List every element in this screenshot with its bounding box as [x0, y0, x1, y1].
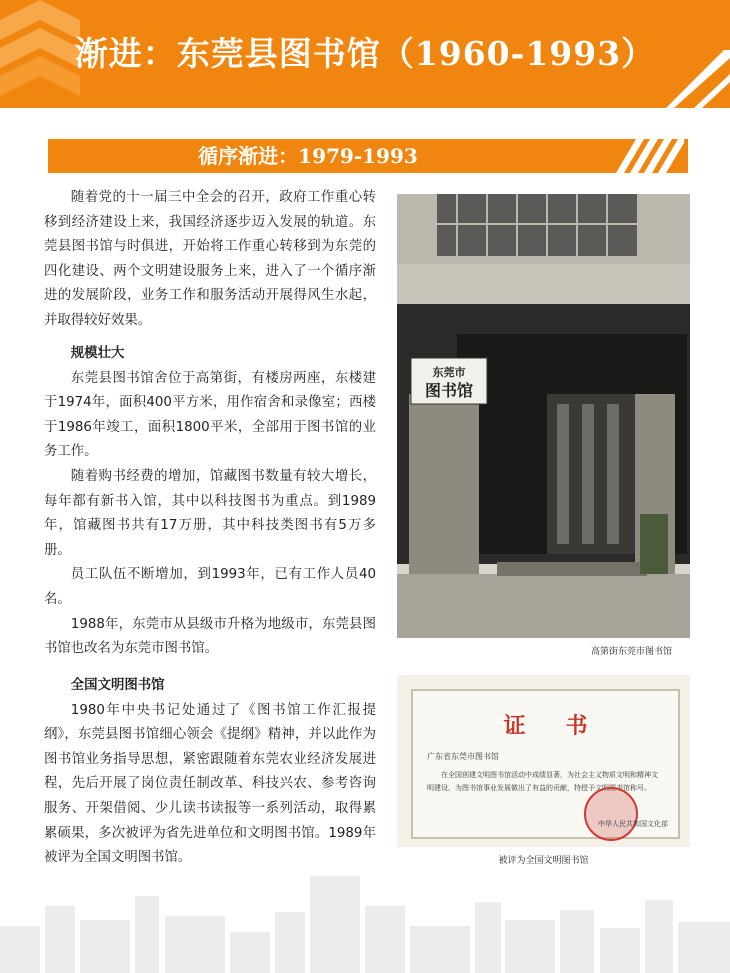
section-bar [48, 139, 688, 173]
certificate-caption: 被评为全国文明图书馆 [397, 847, 690, 875]
header-stripes-icon [640, 0, 730, 108]
photo-caption: 高第街东莞市图书馆 [397, 638, 690, 666]
civil-heading: 全国文明图书馆 [70, 678, 165, 693]
scale-paragraph-4: 1988年，东莞市从县级市升格为地级市，东莞县图书馆也改名为东莞市图书馆。 [44, 616, 376, 657]
scale-paragraph-3: 员工队伍不断增加，到1993年，已有工作人员40名。 [44, 567, 376, 607]
intro-paragraph: 随着党的十一届三中全会的召开，政府工作重心转移到经济建设上来，我国经济逐步迈入发展的轨道。东莞县图书馆与时俱进，开始将工作重心转移到为东莞的四化建设、两个文明建设服务上来，进入了一个循序渐进的发展阶段，业务工作和服务活动开展得风生水起，并取得较好效果。 [44, 190, 376, 328]
certificate-body: 在全国创建文明图书馆活动中成绩显著，为社会主义物质文明和精神文明建设、为图书馆事业发展做出了有益的贡献，特授予文明图书馆称号。 [427, 771, 658, 792]
certificate-paper [411, 689, 680, 839]
library-building-illustration [397, 194, 690, 638]
section-stripes-icon [614, 139, 684, 173]
civil-section [44, 674, 376, 871]
scale-paragraph-1: 东莞县图书馆舍位于高第街，有楼房两座，东楼建于1974年，面积400平方米，用作宿舍和录像室；西楼于1986年竣工，面积1800平米，全部用于图书馆的业务工作。 [44, 370, 376, 460]
red-seal-icon [584, 787, 638, 841]
scale-section [44, 342, 376, 662]
civil-paragraph: 1980年中央书记处通过了《图书馆工作汇报提纲》，东莞县图书馆细心领会《提纲》精神，并以此作为图书馆业务指导思想，紧密跟随着东莞农业经济发展进程，先后开展了岗位责任制改革、科技兴农、参考咨询服务、开架借阅、少儿读书读报等一系列活动，取得累累硕果，多次被评为省先进单位和文明图书馆。1989年被评为全国文明图书馆。 [44, 702, 376, 866]
scale-heading: 规模壮大 [70, 346, 125, 361]
certificate-photo [397, 675, 690, 875]
certificate-title: 证书 [503, 713, 628, 739]
city-skyline-decoration [0, 876, 730, 973]
sign-text-line2: 图书馆 [424, 381, 474, 400]
section-title: 循序渐进：1979-1993 [198, 144, 418, 168]
library-building-photo [397, 194, 690, 666]
certificate-issuer: 中华人民共和国文化部 [598, 820, 668, 828]
scale-paragraph-2: 随着购书经费的增加，馆藏图书数量有较大增长，每年都有新书入馆，其中以科技图书为重点。到1989年，馆藏图书共有17万册，其中科技类图书有5万多册。 [44, 468, 376, 558]
page-header [0, 0, 730, 108]
page-title: 渐进：东莞县图书馆（1960-1993） [74, 34, 656, 73]
certificate-recipient: 广东省东莞市图书馆 [427, 752, 499, 761]
intro-text-block [44, 186, 376, 334]
sign-text-line1: 东莞市 [432, 366, 466, 379]
